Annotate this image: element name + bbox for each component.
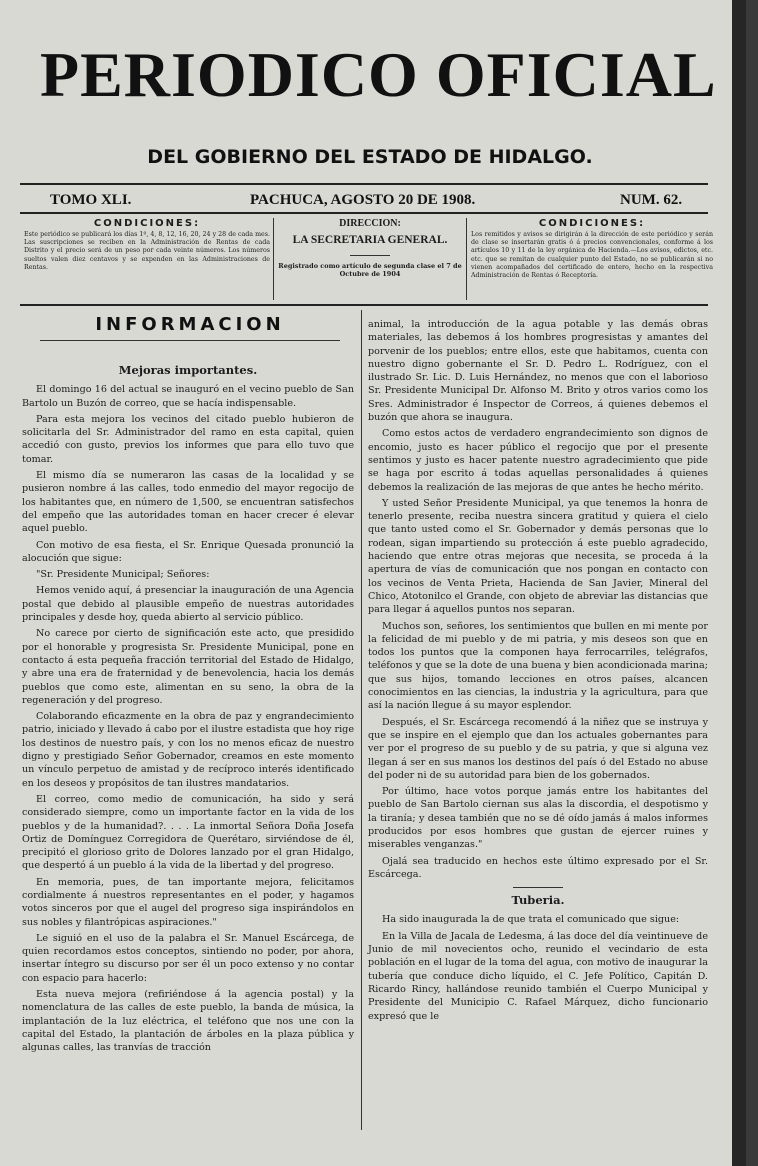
article-paragraph: Ha sido inaugurada la de que trata el comunicado que sigue: [382, 914, 680, 926]
boxes-rule [20, 304, 708, 306]
article-paragraph: No carece por cierto de significación este acto, que presidido por el honorable y progresista Sr. Presidente Municipal, pone en contacto á esta pequeña fracción territorial del Estado de Hidalgo, y abre una era de fraternidad y de benevolencia, hacia los demás pueblos que como este, alimentan en su seno, la obra de la regeneración y del progreso. [22, 628, 354, 706]
article-paragraph: animal, la introducción de la agua potable y las demás obras materiales, las debemos á los hombres progresistas y amantes del porvenir de los pueblos; entre ellos, este que habitamos, cuenta con nuestro digno gobernante el Sr. D. Pedro L. Rodríguez, con el ilustrado Sr. Lic. D. Luis Hernández, no menos que con el laborioso Sr. Presidente Municipal Dr. Alfonso M. Brito y otros varios como los Sres. Administrador é Inspector de Correos, á quienes debemos el buzón que ahora se inaugura. [368, 319, 708, 424]
conditions-right-box [471, 218, 713, 300]
article-paragraph: Y usted Señor Presidente Municipal, ya que tenemos la honra de tenerlo presente, reciba nuestra sincera gratitud y quiera el cielo que tanto usted como el Sr. Gobernador y demás personas que lo rodean, sigan impartiendo su protección á este pueblo agradecido, haciendo que entre otras mejoras que necesita, se proceda á la apertura de vías de comunicación que nos pongan en contacto con los vecinos de Venta Prieta, Hacienda de San Javier, Mineral del Chico, Atotonilco el Grande, con objeto de abreviar las distancias que para llegar á aquellos puntos nos separan. [368, 497, 708, 616]
article-paragraph: Como estos actos de verdadero engrandecimiento son dignos de encomio, justo es hacer público el regocijo que por el presente sentimos y justo es hacer patente nuestro agradecimiento que pide se haga por escrito á todas aquellas personalidades á quienes debemos la realización de las mejoras de que antes he hecho mérito. [368, 428, 708, 493]
direction-separator [350, 255, 390, 256]
article-paragraph: El correo, como medio de comunicación, ha sido y será considerado siempre, como un importante factor en la vida de los pueblos y de la humanidad?. . . . La inmortal Señora Doña Josefa Ortiz de Domínguez Corregidora de Querétaro, sirviéndose de él, precipitó el glorioso grito de Dolores lanzado por el gran Hidalgo, que despertó á un pueblo á la vida de la libertad y del progreso. [22, 793, 354, 872]
article-paragraph: Colaborando eficazmente en la obra de paz y engrandecimiento patrio, iniciado y llevado á cabo por el ilustre estadista que hoy rige los destinos de nuestro país, y con los no menos eficaz de nuestro digno y prestigiado Señor Gobernador, creamos en este momento un vínculo perpetuo de amistad y de recíproco interés identificado en los deseos y propósitos de tan ilustres mandatarios. [22, 711, 354, 789]
direction-title: DIRECCION: [339, 218, 401, 229]
article-paragraph: Después, el Sr. Escárcega recomendó á la niñez que se instruya y que se inspire en el ejemplo que dan los actuales gobernantes para ver por el progreso de su pueblo y de su patria, y que si alguna vez llegan á ser en sus manos los destinos del país ó del Estado no abuse del poder ni de su autoridad para bien de los gobernados. [368, 716, 708, 781]
column-divider [361, 310, 362, 1130]
header-rule-bottom [20, 212, 708, 214]
article-paragraph: Ojalá sea traducido en hechos este último expresado por el Sr. Escárcega. [368, 855, 708, 880]
issue-number: NUM. 62. [620, 192, 683, 208]
conditions-left-box [24, 218, 270, 300]
article-paragraph: Para esta mejora los vecinos del citado pueblo hubieron de solicitarla del Sr. Administrador del ramo en esta capital, quien accedió con gusto, previos los informes que para ello tuvo que tomar. [22, 413, 354, 465]
direction-box [277, 218, 463, 300]
section-heading: INFORMACION [95, 314, 285, 335]
article-paragraph: "Sr. Presidente Municipal; Señores: [36, 569, 210, 581]
article-paragraph: Por último, hace votos porque jamás entre los habitantes del pueblo de San Bartolo ciernan sus alas la discordia, el despotismo y la tiranía; y desea también que no se dé oído jamás á malos informes producidos por esos hombres que gustan de ejercer ruines y miserables venganzas." [368, 786, 708, 851]
article-separator [513, 887, 563, 888]
article-paragraph: El domingo 16 del actual se inauguró en el vecino pueblo de San Bartolo un Buzón de correo, que se hacía indispensable. [22, 384, 354, 409]
article-paragraph: En la Villa de Jacala de Ledesma, á las doce del día veintinueve de Junio de mil novecientos ocho, reunido el vecindario de esta población en el lugar de la toma del agua, con motivo de inaugurar la tubería que conduce dicho líquido, el C. Jefe Político, Capitán D. Ricardo Rincy, hallándose reunido también el Cuerpo Municipal y Presidente del Municipio C. Rafael Márquez, dicho funcionario expresó que le [368, 930, 708, 1022]
right-column [368, 318, 708, 1026]
conditions-left-text: Este periódico se publicará los días 1º, 4, 8, 12, 16, 20, 24 y 28 de cada mes. Las suscripciones se reciben en la Administración de Rentas de cada Distrito y el precio será de un peso por cada veinte números. Los números sueltos valen diez centavos y se expenden en las Administraciones de Rentas. [24, 231, 270, 271]
article-paragraph: Con motivo de esa fiesta, el Sr. Enrique Quesada pronunció la alocución que sigue: [22, 539, 354, 564]
article-paragraph: Muchos son, señores, los sentimientos que bullen en mi mente por la felicidad de mi pueblo y de mi patria, y mis deseos son que en todos los puntos que la componen haya ferrocarriles, telégrafos, teléfonos y que se la dote de una buena y bien acondicionada marina; que sus hijos, tomando lecciones en otros países, alcancen conocimientos en las ciencias, la industria y la agricultura, para que así la nación llegue á su mayor esplendor. [368, 620, 708, 712]
conditions-left-title: CONDICIONES: [93, 218, 201, 229]
direction-note: Registrado como artículo de segunda clase el 7 de Octubre de 1904 [278, 262, 462, 279]
article-title: Mejoras importantes. [118, 363, 258, 377]
article-paragraph: Le siguió en el uso de la palabra el Sr. Manuel Escárcega, de quien recordamos estos conceptos, sintiendo no poder, por ahora, insertar íntegro su discurso por ser él un poco extenso y no contar con espacio para hacerlo: [22, 932, 354, 984]
direction-main: LA SECRETARIA GENERAL. [292, 234, 448, 246]
place-date: PACHUCA, AGOSTO 20 DE 1908. [250, 192, 476, 208]
page-edge-shadow [732, 0, 746, 1166]
conditions-right-title: CONDICIONES: [538, 218, 646, 229]
article-title-tuberia: Tuberia. [511, 893, 565, 908]
left-column [22, 358, 354, 1058]
header-rule-top [20, 183, 708, 185]
article-paragraph: Esta nueva mejora (refiriéndose á la agencia postal) y la nomenclatura de las calles de este pueblo, la banda de música, la implantación de la luz eléctrica, el teléfono que nos une con la capital del Estado, la plantación de árboles en la plaza pública y algunas calles, las tranvías de tracción [22, 989, 354, 1054]
masthead-title: PERIODICO OFICIAL [40, 39, 717, 110]
article-paragraph: El mismo día se numeraron las casas de la localidad y se pusieron nombre á las calles, todo enmedio del mayor regocijo de los habitantes que, en número de 1,500, se encuentran satisfechos del empeño que las autoridades toman en hacer crecer é elevar aquel pueblo. [22, 470, 354, 535]
article-paragraph: Hemos venido aquí, á presenciar la inauguración de una Agencia postal que debido al plausible empeño de nuestras autoridades principales y desde hoy, queda abierto al servicio público. [22, 585, 354, 624]
tomo-label: TOMO XLI. [50, 192, 132, 208]
conditions-right-text: Los remitidos y avisos se dirigirán á la dirección de este periódico y serán de clase se insertarán gratis ó á precios convencionales, conforme á los artículos 10 y 11 de la ley orgánica de Hacienda.—Los avisos, edictos, etc. etc. que se remitan de cualquier punto del Estado, no se publicarán si no vienen acompañados del certificado de entero, hecho en la respectiva Administración de Rentas ó Receptoría. [471, 231, 713, 280]
article-paragraph: En memoria, pues, de tan importante mejora, felicitamos cordialmente á nuestros representantes en el poder, y hagamos votos sinceros por que el augel del progreso siga inspirándolos en sus nobles y filantrópicas aspiraciones." [22, 876, 354, 928]
box-divider [273, 218, 274, 300]
section-underline [40, 340, 340, 341]
box-divider [466, 218, 467, 300]
masthead-subtitle: DEL GOBIERNO DEL ESTADO DE HIDALGO. [147, 146, 593, 168]
